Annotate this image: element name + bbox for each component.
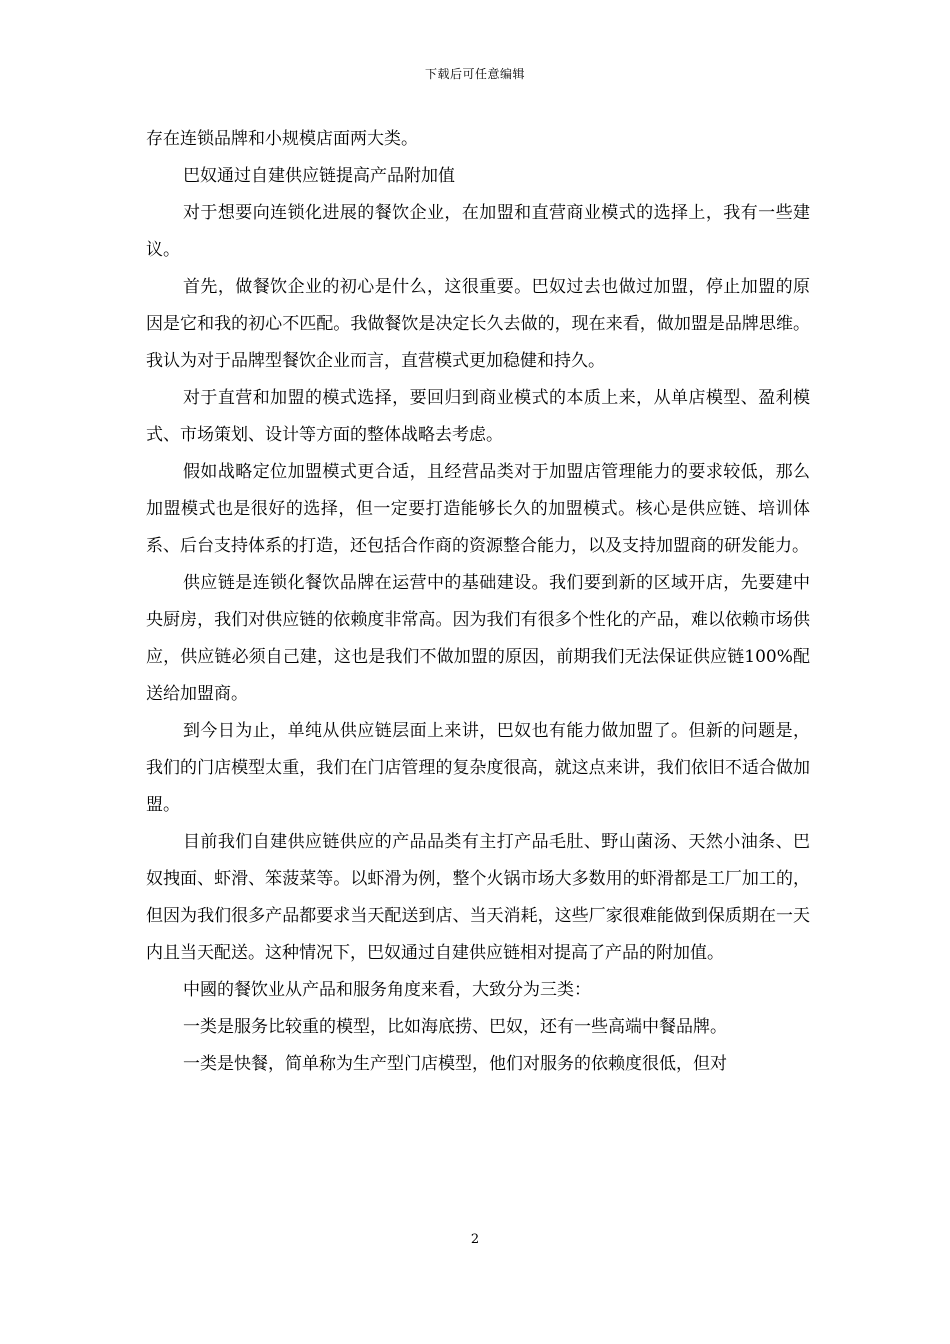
page-header: 下载后可任意编辑	[424, 67, 525, 81]
paragraph-12: 一类是快餐，简单称为生产型门店模型，他们对服务的依赖度很低，但对	[183, 1054, 727, 1074]
paragraph-heading: 巴奴通过自建供应链提高产品附加值	[183, 166, 455, 186]
paragraph-11: 一类是服务比较重的模型，比如海底捞、巴奴，还有一些高端中餐品牌。	[183, 1017, 727, 1037]
paragraph-5: 对于直营和加盟的模式选择，要回归到商业模式的本质上来，从单店模型、盈利模式、市场策划、设计等方面的整体战略去考虑。	[146, 388, 810, 445]
paragraph-1: 存在连锁品牌和小规模店面两大类。	[146, 129, 418, 149]
page-number: 2	[470, 1232, 480, 1247]
paragraph-6: 假如战略定位加盟模式更合适，且经营品类对于加盟店管理能力的要求较低，那么加盟模式也是很好的选择，但一定要打造能够长久的加盟模式。核心是供应链、培训体系、后台支持体系的打造，还包括合作商的资源整合能力，以及支持加盟商的研发能力。	[146, 462, 810, 556]
paragraph-8: 到今日为止，单纯从供应链层面上来讲，巴奴也有能力做加盟了。但新的问题是，我们的门店模型太重，我们在门店管理的复杂度很高，就这点来讲，我们依旧不适合做加盟。	[146, 721, 810, 815]
document-body	[146, 121, 810, 1083]
paragraph-9: 目前我们自建供应链供应的产品品类有主打产品毛肚、野山菌汤、天然小油条、巴奴拽面、虾滑、笨菠菜等。以虾滑为例，整个火锅市场大多数用的虾滑都是工厂加工的，但因为我们很多产品都要求当天配送到店、当天消耗，这些厂家很难能做到保质期在一天内且当天配送。这种情况下，巴奴通过自建供应链相对提高了产品的附加值。	[146, 832, 810, 963]
paragraph-10: 中國的餐饮业从产品和服务角度来看，大致分为三类：	[183, 980, 591, 1000]
paragraph-3: 对于想要向连锁化进展的餐饮企业，在加盟和直营商业模式的选择上，我有一些建议。	[146, 203, 810, 260]
paragraph-4: 首先，做餐饮企业的初心是什么，这很重要。巴奴过去也做过加盟，停止加盟的原因是它和我的初心不匹配。我做餐饮是决定长久去做的，现在来看，做加盟是品牌思维。我认为对于品牌型餐饮企业而言，直营模式更加稳健和持久。	[146, 277, 810, 371]
paragraph-7: 供应链是连锁化餐饮品牌在运营中的基础建设。我们要到新的区域开店，先要建中央厨房，我们对供应链的依赖度非常高。因为我们有很多个性化的产品，难以依赖市场供应，供应链必须自己建，这也是我们不做加盟的原因，前期我们无法保证供应链100%配送给加盟商。	[146, 573, 810, 704]
